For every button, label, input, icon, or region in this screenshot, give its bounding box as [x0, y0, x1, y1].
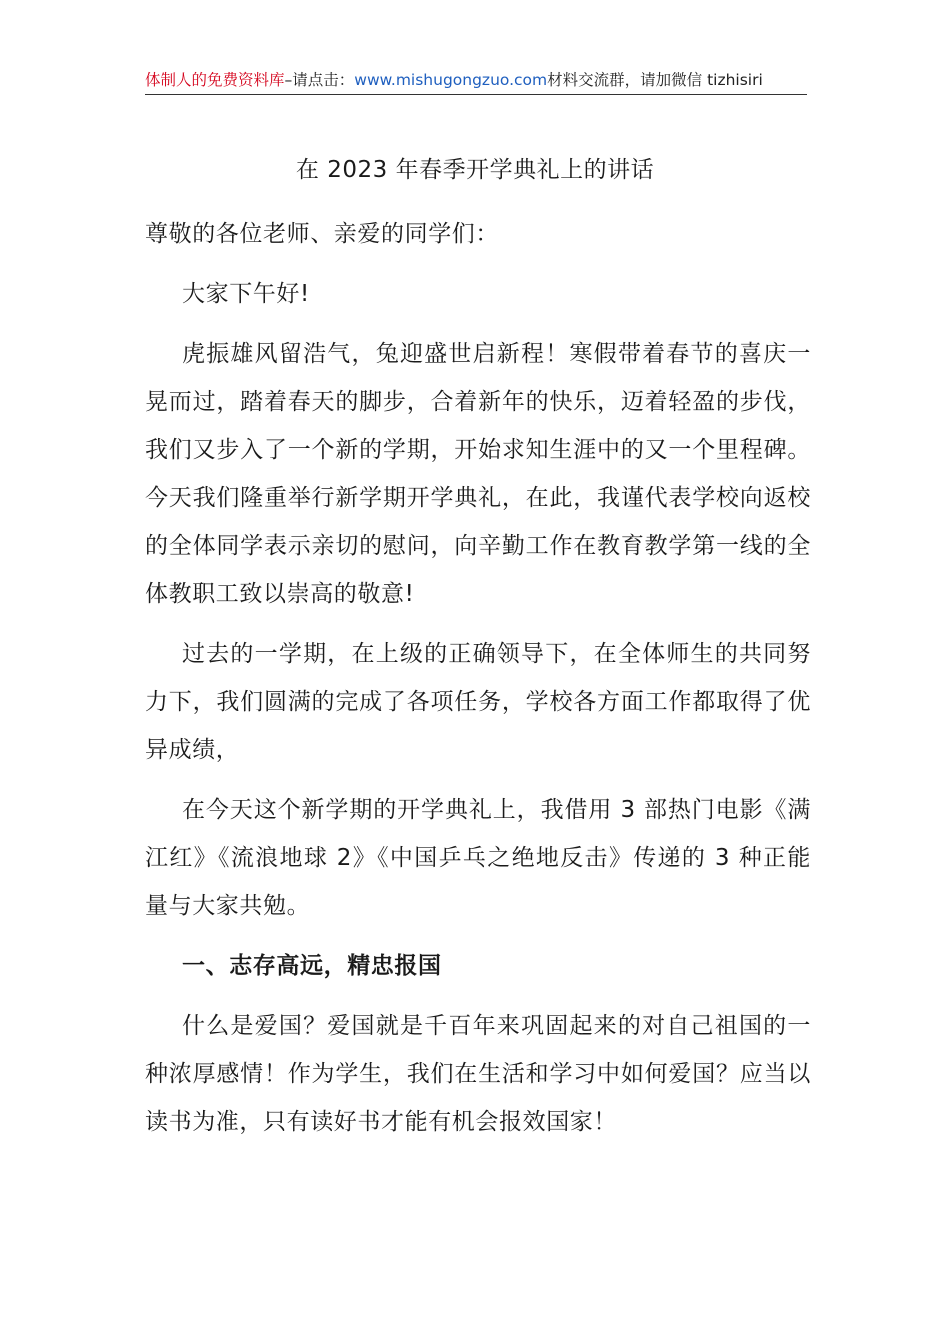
paragraph-3: 在今天这个新学期的开学典礼上，我借用 3 部热门电影《满江红》《流浪地球 2》《中国乒乓之绝地反击》传递的 3 种正能量与大家共勉。 [145, 797, 811, 919]
page-header [145, 68, 807, 95]
section-1-paragraph: 什么是爱国？爱国就是千百年来巩固起来的对自己祖国的一种浓厚感情！作为学生，我们在生活和学习中如何爱国？应当以读书为准，只有读好书才能有机会报效国家！ [145, 1013, 811, 1135]
paragraph-2: 过去的一学期，在上级的正确领导下，在全体师生的共同努力下，我们圆满的完成了各项任务，学校各方面工作都取得了优异成绩， [145, 641, 811, 763]
salutation: 尊敬的各位老师、亲爱的同学们： [145, 221, 499, 247]
greeting: 大家下午好! [182, 281, 310, 307]
header-prompt: –请点击： [284, 71, 355, 89]
header-link[interactable]: www.mishugongzuo.com [354, 71, 548, 89]
paragraph-1: 虎振雄风留浩气，兔迎盛世启新程！寒假带着春节的喜庆一晃而过，踏着春天的脚步，合着新年的快乐，迈着轻盈的步伐，我们又步入了一个新的学期，开始求知生涯中的又一个里程碑。今天我们隆重举行新学期开学典礼，在此，我谨代表学校向返校的全体同学表示亲切的慰问，向辛勤工作在教育教学第一线的全体教职工致以崇高的敬意! [145, 341, 811, 607]
document-body [145, 210, 811, 1158]
section-heading-1: 一、志存高远，精忠报国 [182, 953, 442, 979]
header-brand: 体制人的免费资料库 [145, 71, 285, 89]
document-title: 在 2023 年春季开学典礼上的讲话 [295, 157, 655, 183]
header-contact: 材料交流群，请加微信 tizhisiri [547, 71, 763, 89]
